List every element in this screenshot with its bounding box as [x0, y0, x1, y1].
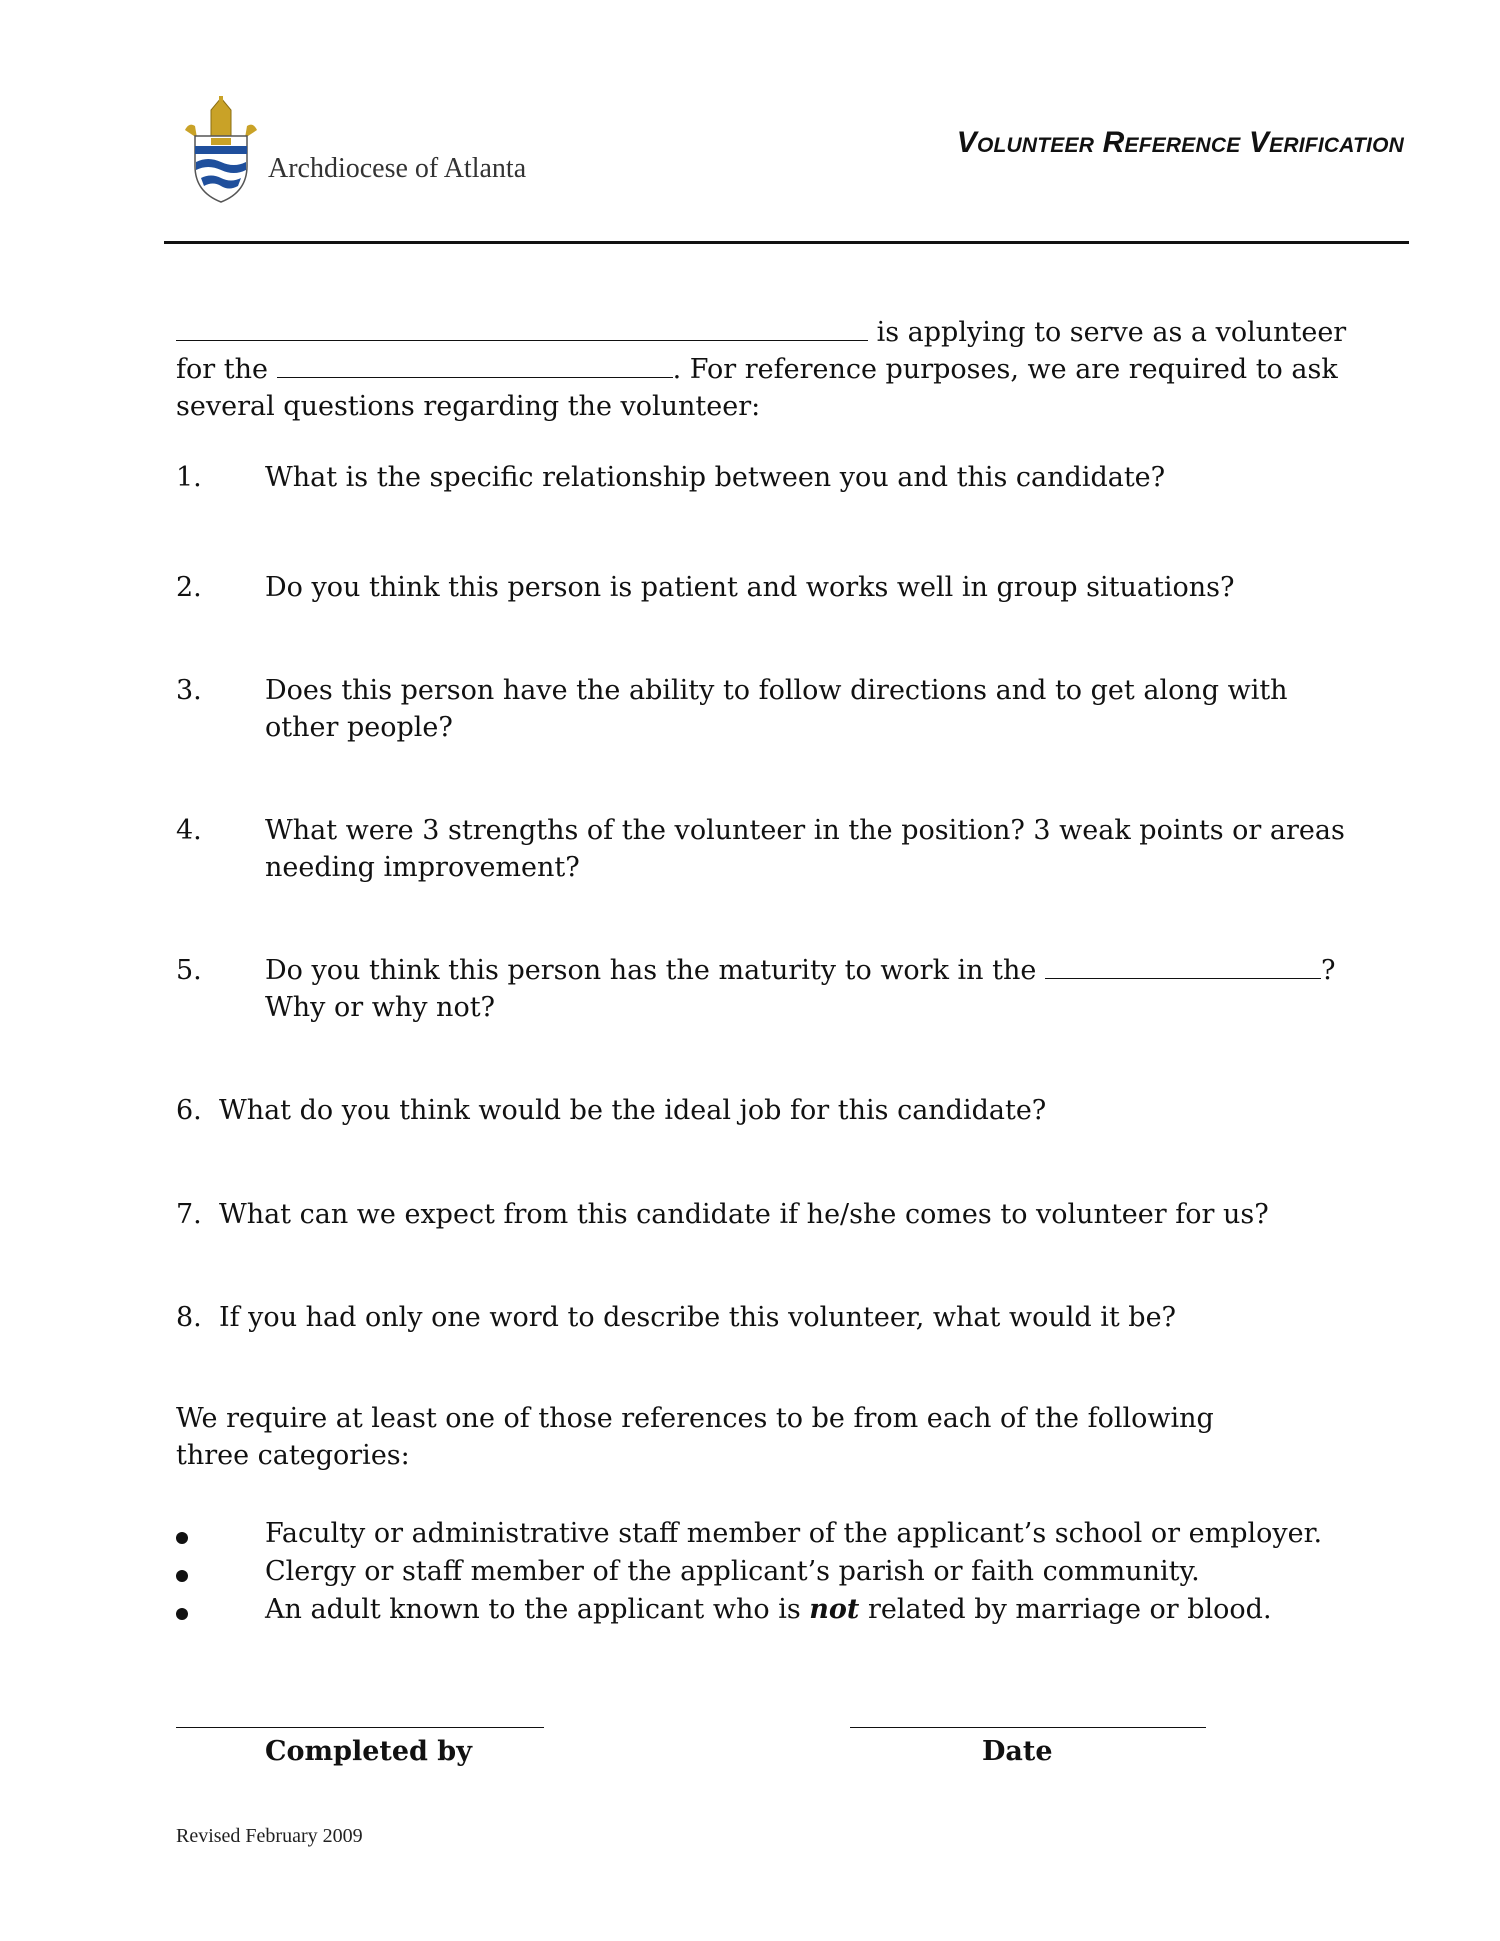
applicant-name-field[interactable]	[176, 318, 868, 341]
category-text-part: An adult known to the applicant who is	[265, 1594, 810, 1625]
question-number: 2.	[176, 572, 202, 603]
ministry-name-field[interactable]	[277, 355, 673, 378]
intro-line-2	[176, 351, 1336, 388]
requirement-paragraph: We require at least one of those references to be from each of the following three categories:	[176, 1403, 1214, 1471]
question-item	[176, 1196, 1269, 1233]
completed-by-signature-line[interactable]	[176, 1727, 544, 1728]
date-signature-line[interactable]	[850, 1727, 1206, 1728]
question-5-mark: ?	[1320, 955, 1336, 986]
bullet-icon	[176, 1608, 188, 1620]
question-number: 1.	[176, 462, 202, 493]
intro-line-2-prefix: for the	[176, 354, 268, 385]
question-number: 6.	[176, 1095, 202, 1126]
question-number: 3.	[176, 675, 202, 706]
question-text: What do you think would be the ideal job for this candidate?	[218, 1095, 1047, 1126]
question-item	[176, 1299, 1176, 1336]
question-text: What is the specific relationship between you and this candidate?	[265, 462, 1166, 493]
question-text: If you had only one word to describe this volunteer, what would it be?	[218, 1302, 1177, 1333]
question-text-line-2: Why or why not?	[265, 992, 496, 1023]
question-text: Does this person have the ability to follow directions and to get along with other people?	[265, 675, 1288, 743]
category-item: Clergy or staff member of the applicant’s parish or faith community.	[265, 1556, 1200, 1587]
question-number: 8.	[176, 1302, 202, 1333]
bullet-icon	[176, 1570, 188, 1582]
question-number: 5.	[176, 955, 202, 986]
intro-line-1	[176, 314, 1347, 351]
archdiocese-crest-icon	[183, 96, 259, 204]
header-divider	[164, 241, 1409, 244]
category-text-part: related by marriage or blood.	[859, 1594, 1272, 1625]
question-text: Do you think this person is patient and works well in group situations?	[265, 572, 1235, 603]
question-text: What were 3 strengths of the volunteer in the position? 3 weak points or areas needing improvement?	[265, 815, 1345, 883]
question-text	[265, 952, 1345, 989]
organization-name: Archdiocese of Atlanta	[268, 153, 527, 184]
category-item: Faculty or administrative staff member of the applicant’s school or employer.	[265, 1518, 1323, 1549]
work-area-field[interactable]	[1045, 956, 1321, 979]
question-number: 4.	[176, 815, 202, 846]
question-item	[176, 1092, 1046, 1129]
question-number: 7.	[176, 1199, 202, 1230]
document-title: Volunteer Reference Verification	[956, 126, 1404, 159]
bullet-icon	[176, 1532, 188, 1544]
date-label: Date	[982, 1736, 1053, 1767]
intro-line-2-text: . For reference purposes, we are required to ask	[672, 354, 1338, 385]
category-item	[265, 1591, 1272, 1628]
question-text: What can we expect from this candidate if he/she comes to volunteer for us?	[218, 1199, 1269, 1230]
question-5-text-part: Do you think this person has the maturity to work in the	[265, 955, 1037, 986]
emphasis-not: not	[809, 1594, 860, 1625]
revision-note: Revised February 2009	[176, 1825, 363, 1847]
intro-line-1-text: is applying to serve as a volunteer	[876, 317, 1347, 348]
completed-by-label: Completed by	[265, 1736, 472, 1767]
intro-line-3: several questions regarding the volunteer:	[176, 391, 761, 422]
